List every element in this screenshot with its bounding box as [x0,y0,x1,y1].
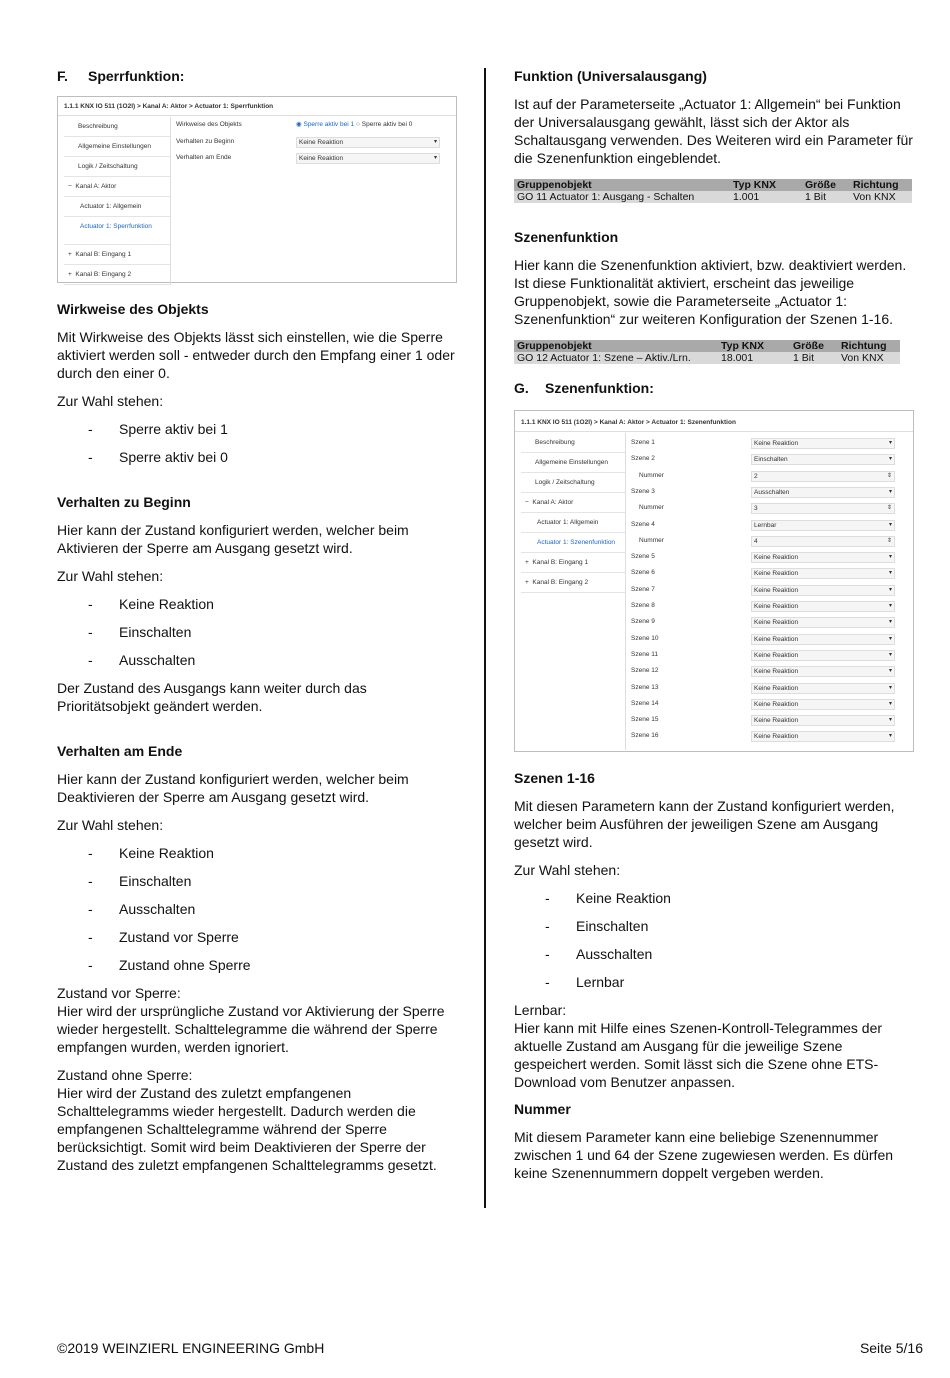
label-zustand-vor-sperre: Zustand vor Sperre: [57,985,181,1001]
heading-szenenfunktion: Szenenfunktion [514,229,619,245]
scene-select[interactable]: Ausschalten ▾ [751,487,895,498]
text-szenenfunktion: Hier kann die Szenenfunktion aktiviert, bzw. deaktiviert werden. Ist diese Funktionalität aktiviert, erscheint das jeweilige Gruppenobjekt, sowie die Parameterseite „Actuator 1: Szenenfunktion“ zur weiteren Konfiguration der Szenen 1-16. [514,257,907,327]
expand-icon[interactable]: + [68,271,72,278]
nav-item-beschreibung[interactable]: Beschreibung [521,433,625,453]
list-item: - Zustand vor Sperre [57,928,457,946]
table-row [514,352,900,364]
text-zustand-vor-sperre: Hier wird der ursprüngliche Zustand vor Aktivierung der Sperre wieder hergestellt. Schalttelegramme die während der Sperre empfangen wurden, werden ignoriert. [57,1003,445,1055]
nav-item-label: Kanal A: Aktor [75,183,117,190]
table-cell: 1.001 [730,191,802,203]
footer-copyright: ©2019 WEINZIERL ENGINEERING GmbH [57,1340,325,1356]
heading-verhalten-ende: Verhalten am Ende [57,743,183,759]
table-cell: 1 Bit [790,352,838,364]
table-header: Größe [790,340,838,352]
scene-number-label: Nummer [639,536,664,544]
nav-item-kanal-b-eingang-2[interactable] [64,265,170,285]
scene-label: Szene 13 [631,683,659,691]
heading-nummer: Nummer [514,1101,571,1117]
table-cell: GO 12 Actuator 1: Szene – Aktiv./Lrn. [514,352,718,364]
right-column [514,62,914,1182]
table-header: Typ KNX [730,179,802,191]
nav-item-kanal-b-eingang-2[interactable] [521,573,625,593]
left-column [57,62,457,1174]
nav-item-beschreibung[interactable]: Beschreibung [64,117,170,137]
scene-number-label: Nummer [639,504,664,512]
text-zur-wahl: Zur Wahl stehen: [57,393,164,409]
nav-item-kanal-b-eingang-1[interactable] [64,244,170,265]
scene-select[interactable]: Keine Reaktion ▾ [751,552,895,563]
radio-selected-icon[interactable]: ◉ [296,121,302,128]
text-zustand-ohne-sperre: Hier wird der Zustand des zuletzt empfangenen Schalttelegramms wieder hergestellt. Dadurch werden die empfangenen Schalttelegramme während der Sperre berücksichtigt. Somit wird beim Deaktivieren der Sperre der Zustand des zuletzt empfangenen Schalttelegramms gesetzt. [57,1085,437,1173]
scene-label: Szene 1 [631,439,655,446]
table-header: Typ KNX [718,340,790,352]
scene-label: Szene 12 [631,667,659,675]
scene-select[interactable]: Lernbar ▾ [751,520,895,531]
scene-number-stepper[interactable]: 3 ⇕ [751,503,895,514]
nav-item-logik[interactable]: Logik / Zeitschaltung [521,473,625,493]
heading-wirkweise: Wirkweise des Objekts [57,301,209,317]
nav-item-label: Kanal A: Aktor [532,499,574,506]
label-zustand-ohne-sperre: Zustand ohne Sperre: [57,1067,193,1083]
table-row [514,191,912,203]
heading-szenen-1-16: Szenen 1-16 [514,770,595,786]
text-zur-wahl: Zur Wahl stehen: [514,862,621,878]
scene-select[interactable]: Keine Reaktion ▾ [751,634,895,645]
nav-item-actuator-allgemein[interactable]: Actuator 1: Allgemein [64,197,170,217]
scene-label: Szene 3 [631,487,655,495]
list-item: - Ausschalten [514,945,914,963]
select-verhalten-ende[interactable]: Keine Reaktion ▾ [296,153,440,164]
table-cell: GO 11 Actuator 1: Ausgang - Schalten [514,191,730,203]
label-lernbar: Lernbar: [514,1002,567,1018]
nav-item-actuator-allgemein[interactable]: Actuator 1: Allgemein [521,513,625,533]
column-divider [484,68,486,1208]
list-item: - Keine Reaktion [514,889,914,907]
nav-item-label: Kanal B: Eingang 1 [75,251,132,258]
scene-select[interactable]: Einschalten ▾ [751,454,895,465]
scene-select[interactable]: Keine Reaktion ▾ [751,585,895,596]
heading-verhalten-beginn: Verhalten zu Beginn [57,494,191,510]
text-wirkweise: Mit Wirkweise des Objekts lässt sich einstellen, wie die Sperre aktiviert werden soll - entweder durch den Empfang einer 1 oder durch den einer 0. [57,329,455,381]
scene-select[interactable]: Keine Reaktion ▾ [751,715,895,726]
scene-select[interactable]: Keine Reaktion ▾ [751,617,895,628]
scene-label: Szene 6 [631,569,655,577]
text-zur-wahl: Zur Wahl stehen: [57,817,164,833]
nav-item-logik[interactable]: Logik / Zeitschaltung [64,157,170,177]
scene-select[interactable]: Keine Reaktion ▾ [751,438,895,449]
scene-select[interactable]: Keine Reaktion ▾ [751,666,895,677]
expand-icon[interactable]: + [68,251,72,258]
expand-icon[interactable]: + [525,559,529,566]
breadcrumb: 1.1.1 KNX IO 511 (1O2I) > Kanal A: Aktor > Actuator 1: Sperrfunktion [58,97,456,116]
list-item: - Zustand ohne Sperre [57,956,457,974]
scene-select[interactable]: Keine Reaktion ▾ [751,731,895,742]
param-label: Wirkweise des Objekts [176,121,242,128]
nav-item-label: Kanal B: Eingang 2 [75,271,132,278]
scene-label: Szene 15 [631,716,659,724]
section-f-heading [57,62,457,94]
table-cell: Von KNX [838,352,900,364]
table-header: Gruppenobjekt [514,340,718,352]
nav-item-kanal-b-eingang-1[interactable] [521,552,625,573]
scene-label: Szene 11 [631,650,658,658]
list-item: - Keine Reaktion [57,595,457,613]
scene-number-stepper[interactable]: 2 ⇕ [751,471,895,482]
section-g-heading [514,380,914,396]
scene-select[interactable]: Keine Reaktion ▾ [751,650,895,661]
group-object-table [514,340,900,364]
section-number: G. [514,380,529,396]
table-header: Größe [802,179,850,191]
list-item: - Einschalten [57,872,457,890]
nav-item-kanal-a[interactable] [64,177,170,197]
nav-item-allgemeine-einstellungen[interactable]: Allgemeine Einstellungen [521,453,625,473]
scene-number-stepper[interactable]: 4 ⇕ [751,536,895,547]
expand-icon[interactable]: + [525,579,529,586]
nav-item-label: Kanal B: Eingang 1 [532,559,589,566]
text-funktion: Ist auf der Parameterseite „Actuator 1: Allgemein“ bei Funktion der Universalausgang gewählt, lässt sich der Aktor als Schaltausgang verwenden. Des Weiteren wird ein Parameter für die Szenenfunktion eingeblendet. [514,96,913,166]
screenshot-szenenfunktion [514,410,914,752]
table-cell: Von KNX [850,191,912,203]
nav-item-kanal-a[interactable] [521,493,625,513]
list-item: - Keine Reaktion [57,844,457,862]
table-cell: 18.001 [718,352,790,364]
text-prioritaet-note: Der Zustand des Ausgangs kann weiter durch das Prioritätsobjekt geändert werden. [57,680,367,714]
list-item: - Ausschalten [57,651,457,669]
scene-select[interactable]: Keine Reaktion ▾ [751,601,895,612]
table-cell: 1 Bit [802,191,850,203]
scene-select[interactable]: Keine Reaktion ▾ [751,699,895,710]
scene-label: Szene 10 [631,634,659,642]
scene-label: Szene 8 [631,602,655,609]
scene-label: Szene 5 [631,553,655,561]
nav-item-allgemeine-einstellungen[interactable]: Allgemeine Einstellungen [64,137,170,157]
list-item: - Lernbar [514,973,914,991]
table-header: Gruppenobjekt [514,179,730,191]
parameter-nav [521,433,625,593]
collapse-icon[interactable]: − [525,499,529,506]
scene-label: Szene 4 [631,520,655,528]
list-item: - Ausschalten [57,900,457,918]
nav-item-actuator-szenenfunktion[interactable]: Actuator 1: Szenenfunktion [537,539,616,546]
scene-select[interactable]: Keine Reaktion ▾ [751,568,895,579]
radio-sperre-0[interactable] [356,119,412,131]
radio-unselected-icon[interactable]: ○ [356,121,360,128]
text-verhalten-beginn: Hier kann der Zustand konfiguriert werden, welcher beim Aktivieren der Sperre am Ausgang gesetzt wird. [57,522,409,556]
group-object-table [514,179,912,203]
table-header: Richtung [838,340,900,352]
section-number: F. [57,68,68,84]
text-szenen-1-16: Mit diesen Parametern kann der Zustand konfiguriert werden, welcher beim Ausführen der jeweiligen Szene am Ausgang gesetzt wird. [514,798,895,850]
scene-label: Szene 9 [631,618,655,626]
screenshot-sperrfunktion [57,96,457,283]
heading-funktion: Funktion (Universalausgang) [514,68,707,84]
list-item: - Sperre aktiv bei 0 [57,448,457,466]
param-label: Verhalten zu Beginn [176,138,235,145]
table-header: Richtung [850,179,912,191]
scene-number-label: Nummer [639,471,664,479]
scene-select[interactable]: Keine Reaktion ▾ [751,683,895,694]
section-title: Szenenfunktion: [545,380,654,396]
footer-page-number: Seite 5/16 [859,1340,923,1356]
text-zur-wahl: Zur Wahl stehen: [57,568,164,584]
select-verhalten-beginn[interactable]: Keine Reaktion ▾ [296,137,440,148]
list-item: - Sperre aktiv bei 1 [57,420,457,438]
text-nummer: Mit diesem Parameter kann eine beliebige Szenennummer zwischen 1 und 64 der Szene zugewiesen werden. Es dürfen keine Szenennummern doppelt vergeben werden. [514,1129,894,1181]
text-verhalten-ende: Hier kann der Zustand konfiguriert werden, welcher beim Deaktivieren der Sperre am Ausgang gesetzt wird. [57,771,409,805]
scene-label: Szene 16 [631,732,659,740]
list-item: - Einschalten [514,917,914,935]
nav-item-label: Kanal B: Eingang 2 [532,579,589,586]
radio-sperre-1[interactable] [296,119,354,131]
scene-label: Szene 2 [631,455,655,463]
radio-label: Sperre aktiv bei 1 [303,121,355,128]
list-item: - Einschalten [57,623,457,641]
radio-label: Sperre aktiv bei 0 [361,121,413,128]
section-title: Sperrfunktion: [88,68,185,84]
nav-divider [625,433,626,750]
scene-label: Szene 14 [631,699,659,707]
nav-item-actuator-sperrfunktion[interactable]: Actuator 1: Sperrfunktion [80,223,152,230]
param-label: Verhalten am Ende [176,154,232,161]
text-lernbar: Hier kann mit Hilfe eines Szenen-Kontroll-Telegrammes der aktuelle Zustand am Ausgang für die jeweilige Szene gespeichert werden. Somit lässt sich die Szene ohne ETS-Download vom Benutzer anpassen. [514,1020,883,1090]
scene-label: Szene 7 [631,585,655,593]
collapse-icon[interactable]: − [68,183,72,190]
parameter-nav [64,117,171,285]
breadcrumb: 1.1.1 KNX IO 511 (1O2I) > Kanal A: Aktor > Actuator 1: Szenenfunktion [515,411,913,432]
